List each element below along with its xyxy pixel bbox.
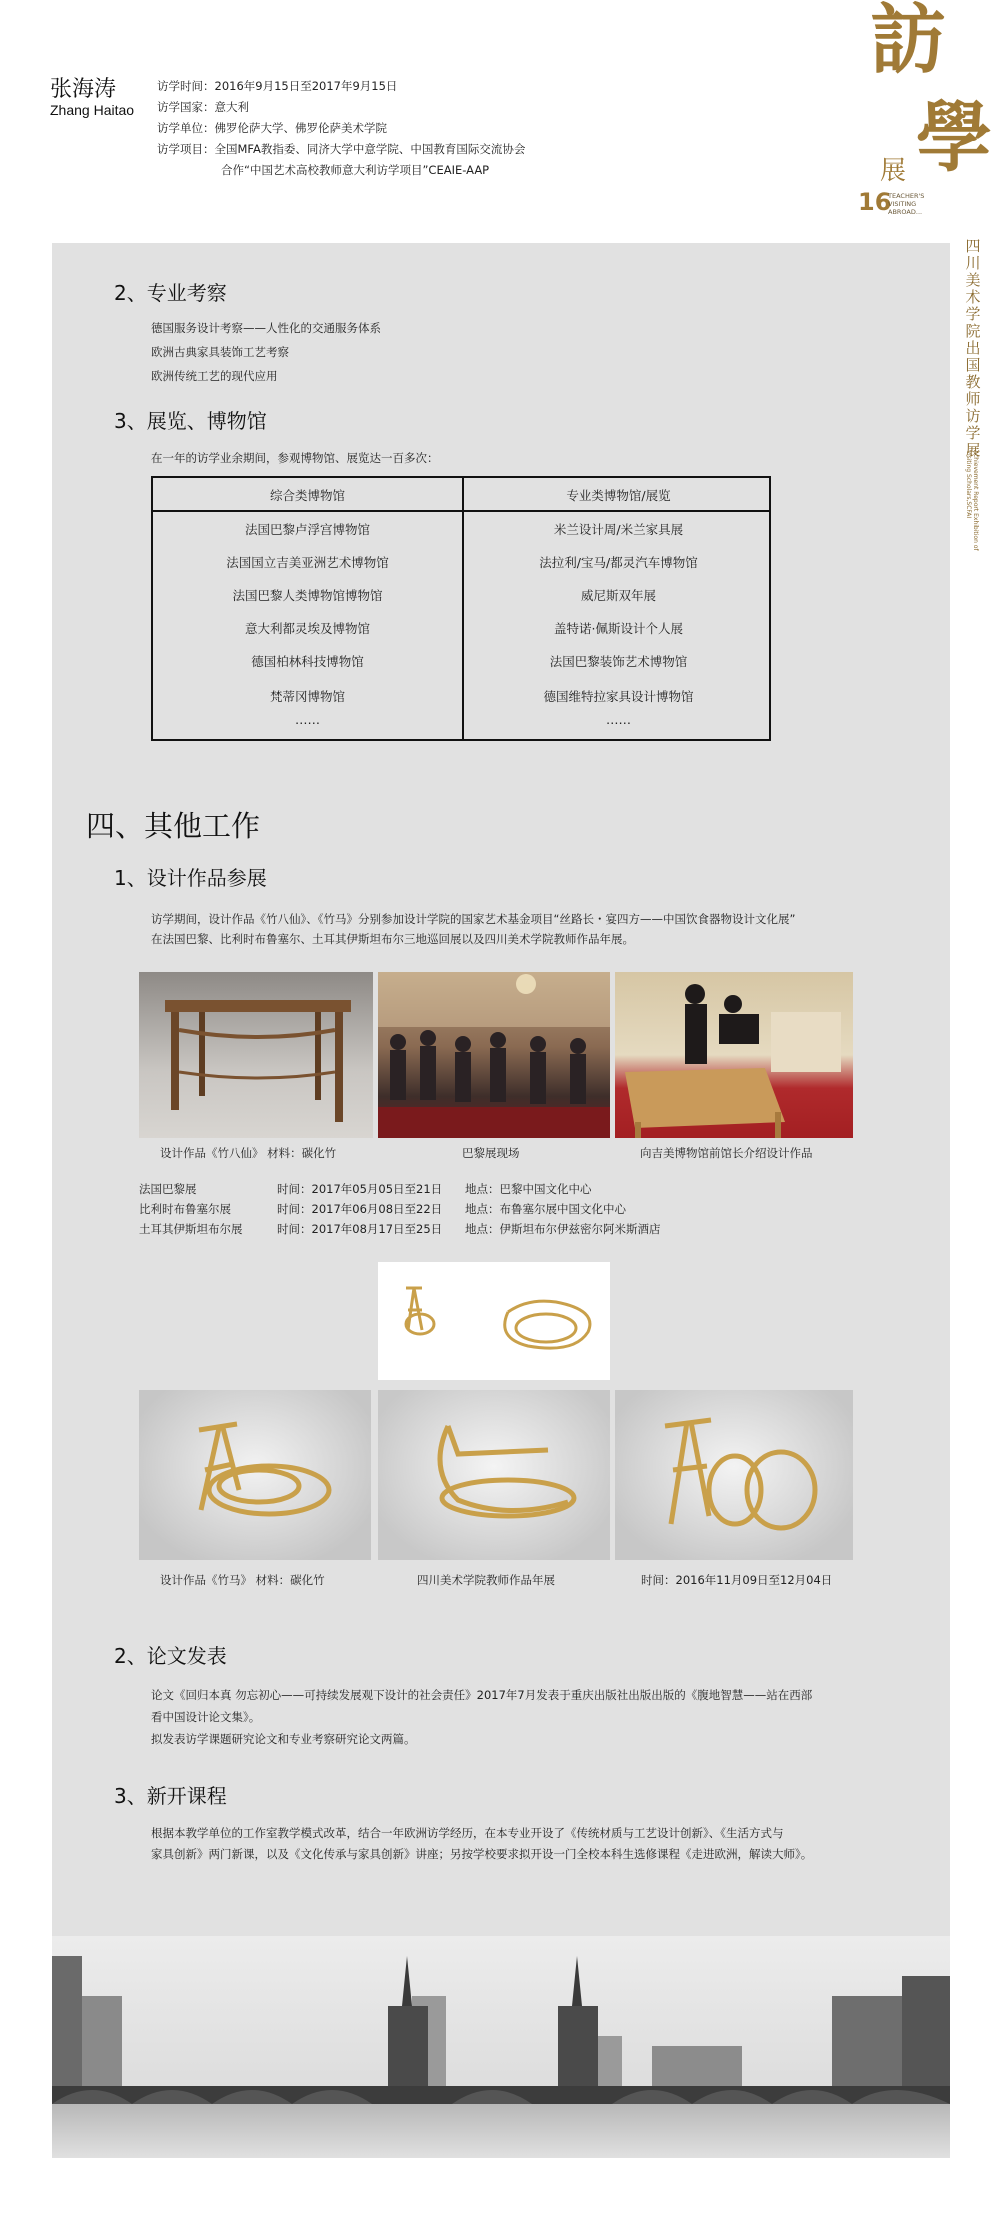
- table-cell: 法国巴黎卢浮宫博物馆: [244, 522, 370, 537]
- photo-bamboo-horse-3: [615, 1390, 853, 1560]
- table-cell: 威尼斯双年展: [580, 588, 656, 603]
- caption-annual-time: 时间：2016年11月09日至12月04日: [641, 1573, 833, 1587]
- paper-line: 看中国设计论文集》。: [151, 1710, 261, 1724]
- paper-line: 论文《回归本真 勿忘初心——可持续发展观下设计的社会责任》2017年7月发表于重庆出版社出版出版的《腹地智慧——站在西部: [151, 1688, 813, 1702]
- exhibition-location: 地点：伊斯坦布尔伊兹密尔阿米斯酒店: [465, 1222, 661, 1236]
- info-visit-country: 访学国家：意大利: [157, 100, 249, 114]
- section-museum-title: 3、展览、博物馆: [114, 409, 267, 433]
- museum-intro: 在一年的访学业余期间，参观博物馆、展览达一百多次：: [151, 451, 439, 465]
- info-visit-unit: 访学单位：佛罗伦萨大学、佛罗伦萨美术学院: [157, 121, 387, 135]
- table-cell: 德国维特拉家具设计博物馆: [543, 689, 694, 704]
- info-visit-project-cont: 合作“中国艺术高校教师意大利访学项目”CEAIE-AAP: [221, 163, 490, 177]
- table-header-special: 专业类博物馆/展览: [566, 488, 671, 503]
- table-cell: 法国国立吉美亚洲艺术博物馆: [226, 555, 389, 570]
- paper-section-title: 2、论文发表: [114, 1644, 227, 1668]
- exhibition-time: 时间：2017年08月17日至25日: [277, 1222, 443, 1236]
- table-cell: 法拉利/宝马/都灵汽车博物馆: [539, 555, 698, 570]
- table-cell: 意大利都灵埃及博物馆: [244, 621, 370, 636]
- table-cell: 法国巴黎人类博物馆博物馆: [232, 588, 383, 603]
- paper-line: 拟发表访学课题研究论文和专业考察研究论文两篇。: [151, 1732, 416, 1746]
- course-line: 根据本教学单位的工作室教学模式改革，结合一年欧洲访学经历，在本专业开设了《传统材质与工艺设计创新》、《生活方式与: [151, 1826, 784, 1840]
- table-header-rule: [153, 510, 769, 512]
- exhibition-place: 比利时布鲁塞尔展: [139, 1202, 231, 1216]
- survey-item: 欧洲古典家具装饰工艺考察: [151, 345, 289, 359]
- bridge-skyline-image: [52, 1936, 950, 2158]
- logo-english-text: TEACHER'S VISITING ABROAD...: [888, 192, 925, 216]
- table-header-general: 综合类博物馆: [269, 488, 345, 503]
- section-other-title: 四、其他工作: [86, 809, 261, 843]
- info-visit-time: 访学时间：2016年9月15日至2017年9月15日: [157, 79, 398, 93]
- photo-paris-exhibition: [378, 972, 610, 1138]
- exhibition-place: 法国巴黎展: [139, 1182, 197, 1196]
- survey-item: 德国服务设计考察——人性化的交通服务体系: [151, 321, 381, 335]
- author-name-cn: 张海涛: [50, 77, 117, 102]
- logo-number: 16: [858, 188, 892, 216]
- vertical-title: 四川美术学院出国教师访学展: [965, 237, 981, 459]
- author-name-en: Zhang Haitao: [50, 102, 135, 118]
- logo-char-zhan: 展: [880, 156, 907, 186]
- exhibition-location: 地点：巴黎中国文化中心: [465, 1182, 592, 1196]
- photo-bamboo-horse-1: [139, 1390, 371, 1560]
- logo-char-fang: 訪: [870, 0, 946, 84]
- exhibition-time: 时间：2017年06月08日至22日: [277, 1202, 443, 1216]
- design-paragraph-line: 在法国巴黎、比利时布鲁塞尔、土耳其伊斯坦布尔三地巡回展以及四川美术学院教师作品年展。: [151, 932, 634, 946]
- caption-guimet: 向吉美博物馆前馆长介绍设计作品: [640, 1146, 813, 1160]
- museum-table: [151, 476, 771, 741]
- photo-guimet-director: [615, 972, 853, 1138]
- course-section-title: 3、新开课程: [114, 1784, 227, 1808]
- table-cell: ……: [606, 712, 631, 727]
- caption-bamboo-horse: 设计作品《竹马》 材料：碳化竹: [160, 1573, 325, 1587]
- table-cell: ……: [295, 712, 320, 727]
- table-cell: 梵蒂冈博物馆: [269, 689, 345, 704]
- info-visit-project: 访学项目：全国MFA教指委、同济大学中意学院、中国教育国际交流协会: [157, 142, 526, 156]
- survey-item: 欧洲传统工艺的现代应用: [151, 369, 278, 383]
- table-cell: 盖特诺·佩斯设计个人展: [554, 621, 683, 636]
- exhibition-location: 地点：布鲁塞尔展中国文化中心: [465, 1202, 626, 1216]
- caption-bamboo-table: 设计作品《竹八仙》 材料：碳化竹: [160, 1146, 337, 1160]
- photo-bamboo-horse-pair: [378, 1262, 610, 1380]
- exhibition-time: 时间：2017年05月05日至21日: [277, 1182, 443, 1196]
- design-section-title: 1、设计作品参展: [114, 866, 267, 890]
- caption-paris-scene: 巴黎展现场: [462, 1146, 520, 1160]
- exhibition-place: 土耳其伊斯坦布尔展: [139, 1222, 243, 1236]
- logo-char-xue: 學: [916, 93, 992, 182]
- photo-bamboo-table: [139, 972, 373, 1138]
- design-paragraph-line: 访学期间，设计作品《竹八仙》、《竹马》分别参加设计学院的国家艺术基金项目“丝路长・宴四方——中国饮食器物设计文化展”: [151, 912, 796, 926]
- vertical-subtitle: Achievement Report Exhibition of Visiting Scholars,SCFAI: [965, 450, 979, 551]
- section-survey-title: 2、专业考察: [114, 281, 227, 305]
- table-cell: 米兰设计周/米兰家具展: [553, 522, 684, 537]
- photo-bamboo-horse-2: [378, 1390, 610, 1560]
- table-cell: 德国柏林科技博物馆: [251, 654, 364, 669]
- exhibition-logo: [858, 0, 1000, 230]
- course-line: 家具创新》两门新课，以及《文化传承与家具创新》讲座；另按学校要求拟开设一门全校本科生选修课程《走进欧洲，解读大师》。: [151, 1847, 813, 1861]
- caption-annual-exhibition: 四川美术学院教师作品年展: [417, 1573, 555, 1587]
- table-cell: 法国巴黎装饰艺术博物馆: [549, 654, 688, 669]
